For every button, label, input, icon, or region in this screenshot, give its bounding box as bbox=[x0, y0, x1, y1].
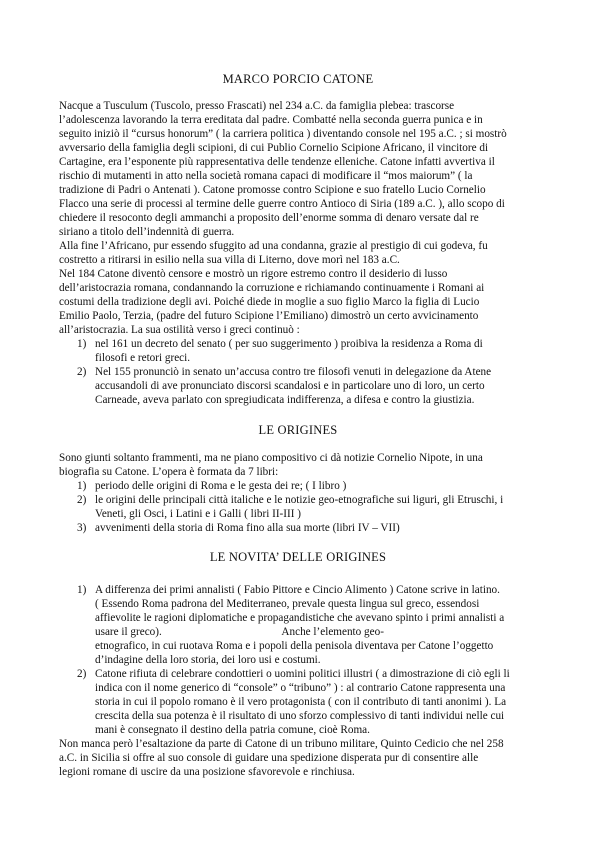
list-item-line: affievolite le ragioni diplomatiche e propagandistiche che avevano spinto i primi annalisti a bbox=[95, 612, 505, 624]
bio-line: Nacque a Tusculum (Tuscolo, presso Frascati) nel 234 a.C. da famiglia plebea: trascorse bbox=[59, 100, 455, 112]
bio-line: Flacco una serie di processi al termine delle guerre contro Antioco di Siria (189 a.C. ), allo scopo di bbox=[59, 198, 505, 210]
origines-intro-line: biografia su Catone. L’opera è formata da 7 libri: bbox=[59, 466, 279, 478]
list-number: 2) bbox=[77, 494, 87, 506]
list-number: 3) bbox=[77, 522, 87, 534]
section-heading-origines: LE ORIGINES bbox=[258, 423, 338, 437]
list-item-line: crescita della sua potenza è il risultato di uno sforzo complessivo di tanti individui nelle cui bbox=[95, 710, 505, 722]
bio-line: costretto a ritirarsi in esilio nella sua villa di Literno, dove morì nel 183 a.C. bbox=[59, 254, 400, 266]
bio-line: l’adolescenza lavorando la terra ereditata dal padre. Combatté nella seconda guerra punica e in bbox=[59, 114, 483, 126]
closing-line: Non manca però l’esaltazione da parte di Catone di un tribuno militare, Quinto Cedicio che nel 258 bbox=[59, 738, 504, 750]
bio-line: Alla fine l’Africano, pur essendo sfuggito ad una condanna, grazie al prestigio di cui godeva, fu bbox=[59, 240, 488, 252]
origines-intro-line: Sono giunti soltanto frammenti, ma ne piano compositivo ci dà notizie Cornelio Nipote, in una bbox=[59, 452, 483, 464]
list-item-line: le origini delle principali città italiche e le notizie geo-etnografiche sui liguri, gli Etruschi, i bbox=[95, 494, 504, 506]
list-item-line: Carneade, aveva parlato con spregiudicata indifferenza, a difesa e contro la giustizia. bbox=[95, 394, 475, 406]
closing-line: a.C. in Sicilia si offre al suo console di guidare una spedizione disperata pur di consentire alle bbox=[59, 752, 479, 764]
section-heading-novita: LE NOVITA’ DELLE ORIGINES bbox=[209, 550, 387, 564]
list-item-line: Veneti, gli Osci, i Latini e i Galli ( libri II-III ) bbox=[95, 508, 301, 520]
list-item-line: nel 161 un decreto del senato ( per suo suggerimento ) proibiva la residenza a Roma di bbox=[95, 338, 483, 350]
list-item-line: filosofi e retori greci. bbox=[95, 352, 191, 364]
list-item-line: avvenimenti della storia di Roma fino alla sua morte (libri IV – VII) bbox=[95, 522, 400, 534]
list-item-line: A differenza dei primi annalisti ( Fabio Pittore e Cincio Alimento ) Catone scrive in latino. bbox=[95, 584, 500, 596]
list-number: 1) bbox=[77, 338, 87, 350]
list-number: 1) bbox=[77, 584, 87, 596]
bio-line: avversario della famiglia degli scipioni, di cui Publio Cornelio Scipione Africano, il vincitore di bbox=[59, 142, 489, 154]
list-item-line: usare il greco). Anche l’elemento geo- bbox=[95, 626, 384, 638]
list-item-line: ( Essendo Roma padrona del Mediterraneo, prevale questa lingua sul greco, essendosi bbox=[95, 598, 480, 610]
bio-line: chiedere il resoconto degli ammanchi a proposito dell’enorme somma di denaro versate dal re bbox=[59, 212, 479, 224]
bio-line: dell’aristocrazia romana, condannando la corruzione e richiamando continuamente i Romani ai bbox=[59, 282, 485, 294]
list-item-line: d’indagine della loro storia, dei loro usi e costumi. bbox=[95, 654, 321, 666]
list-item-line: mani è consegnato il destino della patria comune, cioè Roma. bbox=[95, 724, 370, 736]
list-item-line: etnografico, in cui ruotava Roma e i popoli della penisola diventava per Catone l’oggetto bbox=[95, 640, 494, 652]
bio-line: costumi della tradizione degli avi. Poiché diede in moglie a suo figlio Marco la figlia di Lucio bbox=[59, 296, 480, 308]
list-item-line: Nel 155 pronunciò in senato un’accusa contro tre filosofi venuti in delegazione da Atene bbox=[95, 366, 492, 378]
list-number: 2) bbox=[77, 668, 87, 680]
bio-line: Emilio Paolo, Terzia, (padre del futuro Scipione l’Emiliano) dimostrò un certo avvicinamento bbox=[59, 310, 479, 322]
list-number: 2) bbox=[77, 366, 87, 378]
closing-line: legioni romane di uscire da una posizione sfavorevole e rinchiusa. bbox=[59, 766, 355, 778]
list-item-line: indica con il nome generico di “console” o “tribuno” ) : al contrario Catone rappresenta una bbox=[95, 682, 506, 694]
bio-line: all’aristocrazia. La sua ostilità verso i greci continuò : bbox=[59, 324, 300, 336]
bio-line: tradizione di Padri o Antenati ). Catone promosse contro Scipione e suo fratello Lucio Cornelio bbox=[59, 184, 486, 196]
bio-line: seguito iniziò il “cursus honorum” ( la carriera politica ) diventando console nel 195 a.C. ; si mostrò bbox=[59, 128, 507, 140]
page-title: MARCO PORCIO CATONE bbox=[222, 72, 374, 86]
bio-line: Cartagine, era l’esponente più rappresentativa delle tendenze elleniche. Catone infatti avvertiva il bbox=[59, 156, 495, 168]
list-number: 1) bbox=[77, 480, 87, 492]
bio-line: Nel 184 Catone diventò censore e mostrò un rigore estremo contro il desiderio di lusso bbox=[59, 268, 448, 280]
bio-line: rischio di mutamenti in atto nella società romana capaci di modificare il “mos maiorum” ( la bbox=[59, 170, 473, 182]
bio-line: siriano a titolo dell’indennità di guerra. bbox=[59, 226, 235, 238]
list-item-line: accusandoli di ave pronunciato discorsi scandalosi e in particolare uno di loro, un certo bbox=[95, 380, 485, 392]
list-item-line: Catone rifiuta di celebrare condottieri o uomini politici illustri ( a dimostrazione di ciò egli li bbox=[95, 668, 510, 680]
list-item-line: periodo delle origini di Roma e le gesta dei re; ( I libro ) bbox=[95, 480, 347, 492]
list-item-line: storia in cui il popolo romano è il vero protagonista ( con il contributo di tanti anonimi ). La bbox=[95, 696, 507, 708]
